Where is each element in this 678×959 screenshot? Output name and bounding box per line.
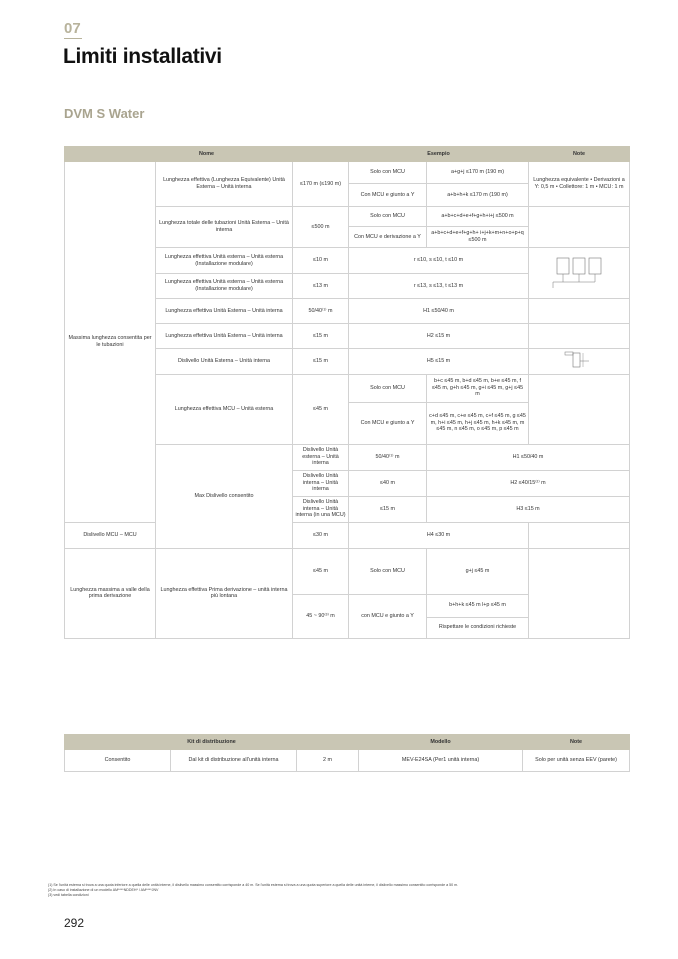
row-example: H1 ≤50/40 m [349,299,529,324]
product-subtitle: DVM S Water [64,106,145,121]
table-header-row [65,147,630,162]
row-sub: Con MCU e giunto a Y [349,184,427,207]
row-sub: Solo con MCU [349,374,427,402]
row-example: a+b+c+d+e+f+g+h+ i+j+k+m+n+o+p+q ≤500 m [427,227,529,248]
row-name: Dislivello MCU – MCU [65,522,156,548]
distribution-kit-table [64,734,630,772]
row-example: H1 ≤50/40 m [427,444,630,470]
footnotes [48,883,458,898]
row-note-empty [529,522,630,548]
row-name: Dislivello Unità esterna – Unità interna [293,444,349,470]
header-note: Note [523,735,630,750]
header-note: Note [529,147,630,162]
row-sub: Solo con MCU [349,548,427,594]
table-header-row [65,735,630,750]
footnote-1: (1) Se l'unità esterna si trova a una quota inferiore a quella delle unità interne, il dislivello massimo consentito corrisponde a 40 m. Se l'unità esterna si trova a una quota superiore a quella delle unità interne, il dislivello massimo consentito corrisponde a 50 m. [48,883,459,887]
group-label: Massima lunghezza consentita per le tubazioni [65,162,156,523]
row-value: ≤45 m [293,374,349,444]
row-value: ≤15 m [349,496,427,522]
row-example: H2 ≤15 m [349,324,529,349]
row-note-empty [529,374,630,444]
row-name: Lunghezza effettiva MCU – Unità esterna [156,374,293,444]
row-example: a+b+c+d+e+f+g+h+i+j ≤500 m [427,207,529,227]
row-name: Lunghezza effettiva Unità esterna – Unità esterna (Installazione modulare) [156,274,293,299]
row-note: Solo per unità senza EEV (parete) [523,750,630,772]
footnote-2: (2) In caso di installazione di un modello AM****NDDEH* / AM****JNV [48,888,159,892]
row-name: Lunghezza effettiva Unità Esterna – Unità interna [156,299,293,324]
row-value: ≤15 m [293,349,349,375]
row-value: ≤500 m [293,207,349,248]
row-note-empty [529,207,630,248]
row-name: Lunghezza effettiva (Lunghezza Equivalente) Unità Esterna – Unità interna [156,162,293,207]
row-example: a+g+j ≤170 m (190 m) [427,162,529,184]
page-title: Limiti installativi [63,45,222,68]
header-esempio: Esempio [349,147,529,162]
row-model: MEV-E24SA (Per1 unità interna) [359,750,523,772]
row-example: b+c ≤45 m, b+d ≤45 m, b+e ≤45 m, f ≤45 m, g+h ≤45 m, g+i ≤45 m, g+j ≤45 m [427,374,529,402]
group-label: Max Dislivello consentito [156,444,293,548]
row-note-empty [529,324,630,349]
row-example: H4 ≤30 m [349,522,529,548]
row-value: ≤40 m [349,470,427,496]
section-number: 07 [64,20,81,37]
table-row [65,522,630,548]
row-example: g+j ≤45 m [427,548,529,594]
row-sub: Solo con MCU [349,162,427,184]
header-nome: Nome [65,147,349,162]
height-diagram-cell [529,349,630,375]
row-example: a+b+h+k ≤170 m (190 m) [427,184,529,207]
footnote-3: (3) vedi tabella condizioni [48,893,89,897]
header-modello: Modello [359,735,523,750]
row-note-empty [529,299,630,324]
row-sub: Solo con MCU [349,207,427,227]
row-value: ≤170 m (≤190 m) [293,162,349,207]
row-example: Rispettare le condizioni richieste [427,617,529,638]
row-name: Dislivello Unità interna – Unità interna [293,470,349,496]
row-name: Lunghezza effettiva Prima derivazione – unità interna più lontana [156,548,293,638]
header-kit: Kit di distribuzione [65,735,359,750]
row-value: ≤10 m [293,248,349,274]
row-value: 50/40⁽¹⁾ m [349,444,427,470]
row-sub: con MCU e giunto a Y [349,594,427,638]
row-length: 2 m [297,750,359,772]
row-value: ≤30 m [293,522,349,548]
installation-limits-table [64,146,630,639]
row-value: ≤45 m [293,548,349,594]
row-name: Dislivello Unità interna – Unità interna (in una MCU) [293,496,349,522]
table-row [65,162,630,184]
page-number: 292 [64,916,85,930]
row-example: b+h+k ≤45 m l+p ≤45 m [427,594,529,617]
row-name: Lunghezza effettiva Unità esterna – Unità esterna (Installazione modulare) [156,248,293,274]
row-name: Lunghezza effettiva Unità Esterna – Unità interna [156,324,293,349]
row-example: H2 ≤40/15⁽²⁾ m [427,470,630,496]
section-divider [64,38,82,39]
row-label: Consentito [65,750,171,772]
row-value: ≤13 m [293,274,349,299]
row-note-empty [529,548,630,638]
row-sub: Con MCU e giunto a Y [349,402,427,444]
modular-units-diagram-icon [547,252,611,292]
table-row [65,750,630,772]
row-name: Dislivello Unità Esterna – Unità interna [156,349,293,375]
row-note: Lunghezza equivalente • Derivazioni a Y: 0,5 m • Collettore: 1 m • MCU: 1 m [529,162,630,207]
row-value: 45 ~ 90⁽³⁾ m [293,594,349,638]
height-diagram-icon [559,349,599,371]
modular-diagram-cell [529,248,630,299]
row-example: c+d ≤45 m, c+e ≤45 m, c+f ≤45 m, g ≤45 m, h+i ≤45 m, h+j ≤45 m, h+k ≤45 m, m ≤45 m, n ≤45 m, o ≤45 m, p ≤45 m [427,402,529,444]
table-row [65,548,630,594]
row-example: r ≤10, s ≤10, t ≤10 m [349,248,529,274]
row-value: 50/40⁽¹⁾ m [293,299,349,324]
row-name: Lunghezza totale delle tubazioni Unità Esterna – Unità interna [156,207,293,248]
row-sub: Con MCU e derivazione a Y [349,227,427,248]
row-kit: Dal kit di distribuzione all'unità interna [171,750,297,772]
row-example: r ≤13, s ≤13, t ≤13 m [349,274,529,299]
row-value: ≤15 m [293,324,349,349]
row-example: H3 ≤15 m [427,496,630,522]
group-label: Lunghezza massima a valle della prima derivazione [65,548,156,638]
row-example: H5 ≤15 m [349,349,529,375]
